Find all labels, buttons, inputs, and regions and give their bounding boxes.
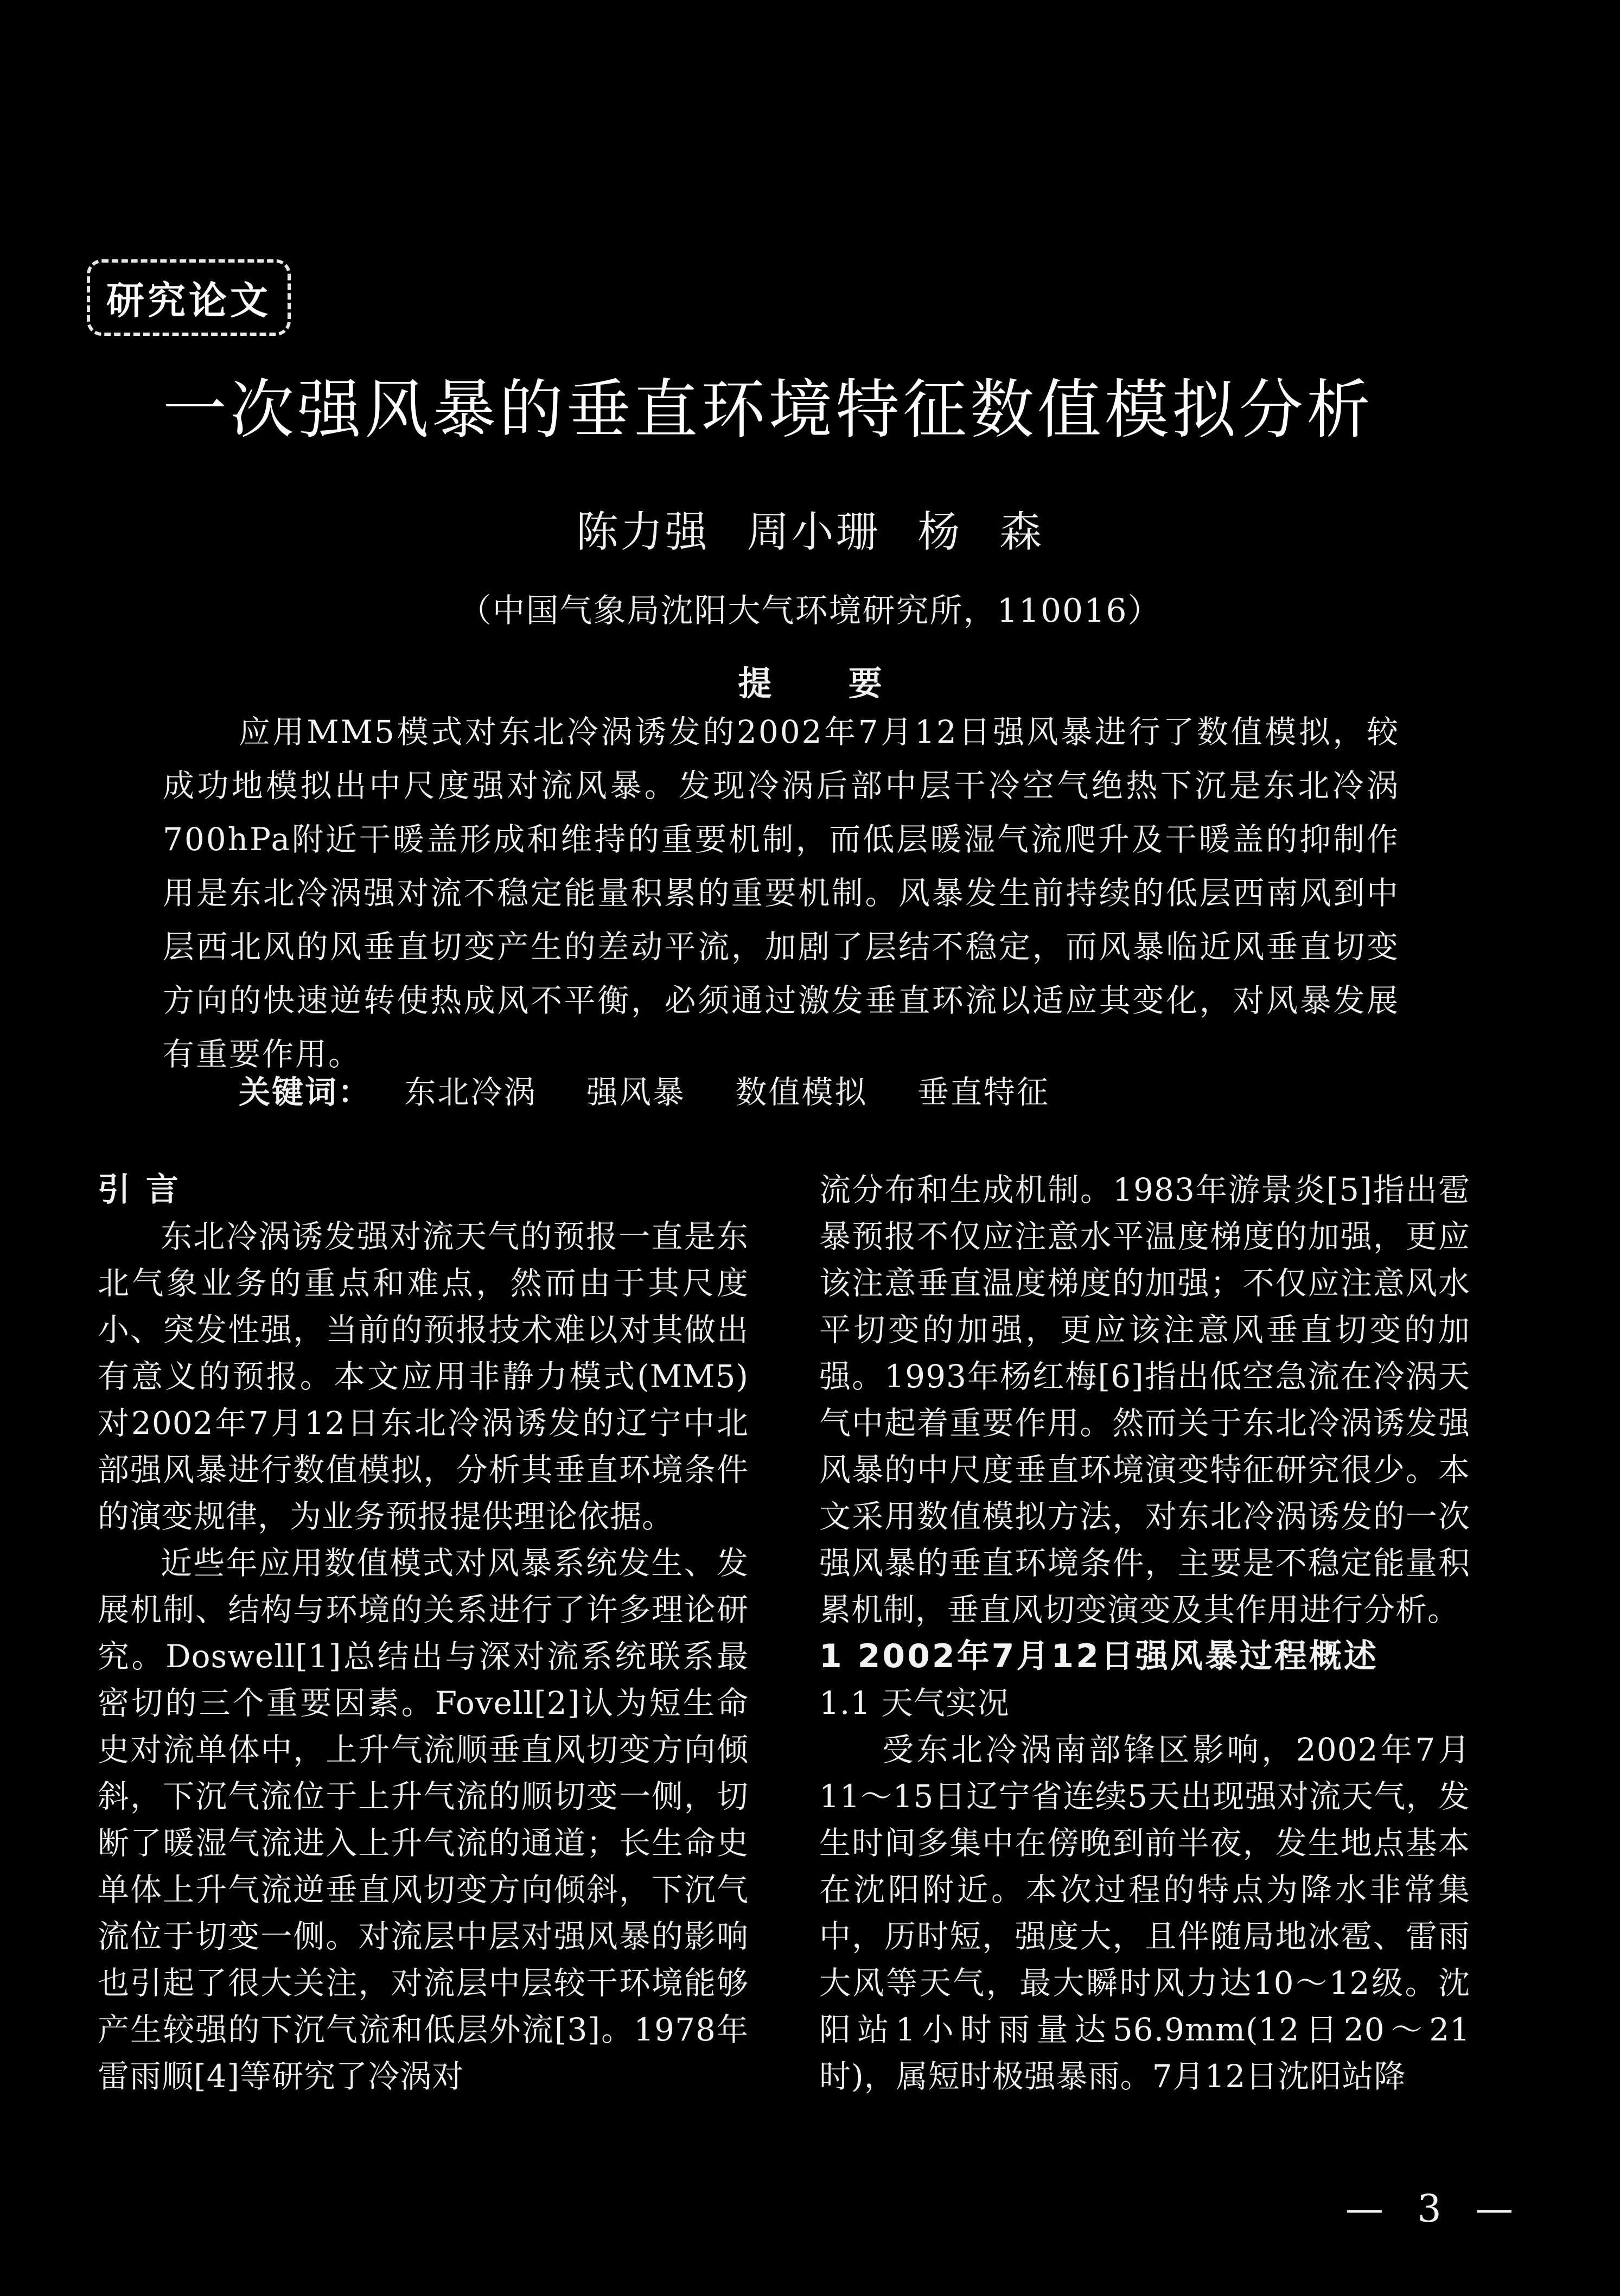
subsection-heading: 1.1 天气实况 bbox=[819, 1685, 1010, 1721]
paragraph: 流分布和生成机制。1983年游景炎[5]指出雹暴预报不仅应注意水平温度梯度的加强，更应该注意垂直温度梯度的加强；不仅应注意风水平切变的加强，更应该注意风垂直切变的加强。1993年杨红梅[6]指出低空急流在冷涡天气中起着重要作用。然而关于东北冷涡诱发强风暴的中尺度垂直环境演变特征研究很少。本文采用数值模拟方法，对东北冷涡诱发的一次强风暴的垂直环境条件，主要是不稳定能量积累机制，垂直风切变演变及其作用进行分析。 bbox=[819, 1171, 1470, 1628]
paragraph: 东北冷涡诱发强对流天气的预报一直是东北气象业务的重点和难点，然而由于其尺度小、突发性强，当前的预报技术难以对其做出有意义的预报。本文应用非静力模式(MM5)对2002年7月12日东北冷涡诱发的辽宁中北部强风暴进行数值模拟，分析其垂直环境条件的演变规律，为业务预报提供理论依据。 bbox=[98, 1218, 749, 1535]
authors: 陈力强 周小珊 杨 森 bbox=[576, 508, 1044, 557]
keyword: 垂直特征 bbox=[917, 1074, 1050, 1111]
introduction-heading: 引 言 bbox=[98, 1171, 181, 1209]
paper-title: 一次强风暴的垂直环境特征数值模拟分析 bbox=[163, 372, 1374, 447]
section-tag: 研究论文 bbox=[87, 259, 291, 336]
keyword: 强风暴 bbox=[586, 1074, 686, 1111]
page-number: — 3 — bbox=[1345, 2186, 1525, 2231]
keyword: 东北冷涡 bbox=[404, 1074, 537, 1111]
keywords bbox=[239, 1067, 1432, 1112]
section-heading: 1 2002年7月12日强风暴过程概述 bbox=[819, 1637, 1379, 1675]
keywords-label: 关键词： bbox=[239, 1074, 372, 1111]
left-column bbox=[98, 1166, 749, 2100]
keyword: 数值模拟 bbox=[735, 1074, 868, 1111]
paragraph: 受东北冷涡南部锋区影响，2002年7月11～15日辽宁省连续5天出现强对流天气，发生时间多集中在傍晚到前半夜，发生地点基本在沈阳附近。本次过程的特点为降水非常集中，历时短，强度大，且伴随局地冰雹、雷雨大风等天气，最大瞬时风力达10～12级。沈阳站1小时雨量达56.9mm(12日20～21时)，属短时极强暴雨。7月12日沈阳站降 bbox=[819, 1731, 1470, 2095]
right-column bbox=[819, 1166, 1470, 2100]
abstract-heading: 提 要 bbox=[738, 664, 882, 703]
paragraph: 近些年应用数值模式对风暴系统发生、发展机制、结构与环境的关系进行了许多理论研究。Doswell[1]总结出与深对流系统联系最密切的三个重要因素。Fovell[2]认为短生命史对流单体中，上升气流顺垂直风切变方向倾斜，下沉气流位于上升气流的顺切变一侧，切断了暖湿气流进入上升气流的通道；长生命史单体上升气流逆垂直风切变方向倾斜，下沉气流位于切变一侧。对流层中层对强风暴的影响也引起了很大关注，对流层中层较干环境能够产生较强的下沉气流和低层外流[3]。1978年雷雨顺[4]等研究了冷涡对 bbox=[98, 1545, 749, 2095]
affiliation: （中国气象局沈阳大气环境研究所，110016） bbox=[458, 592, 1162, 630]
abstract: 应用MM5模式对东北冷涡诱发的2002年7月12日强风暴进行了数值模拟，较成功地模拟出中尺度强对流风暴。发现冷涡后部中层干冷空气绝热下沉是东北冷涡700hPa附近干暖盖形成和维持的重要机制，而低层暖湿气流爬升及干暖盖的抑制作用是东北冷涡强对流不稳定能量积累的重要机制。风暴发生前持续的低层西南风到中层西北风的风垂直切变产生的差动平流，加剧了层结不稳定，而风暴临近风垂直切变方向的快速逆转使热成风不平衡，必须通过激发垂直环流以适应其变化，对风暴发展有重要作用。 bbox=[163, 713, 1400, 1073]
